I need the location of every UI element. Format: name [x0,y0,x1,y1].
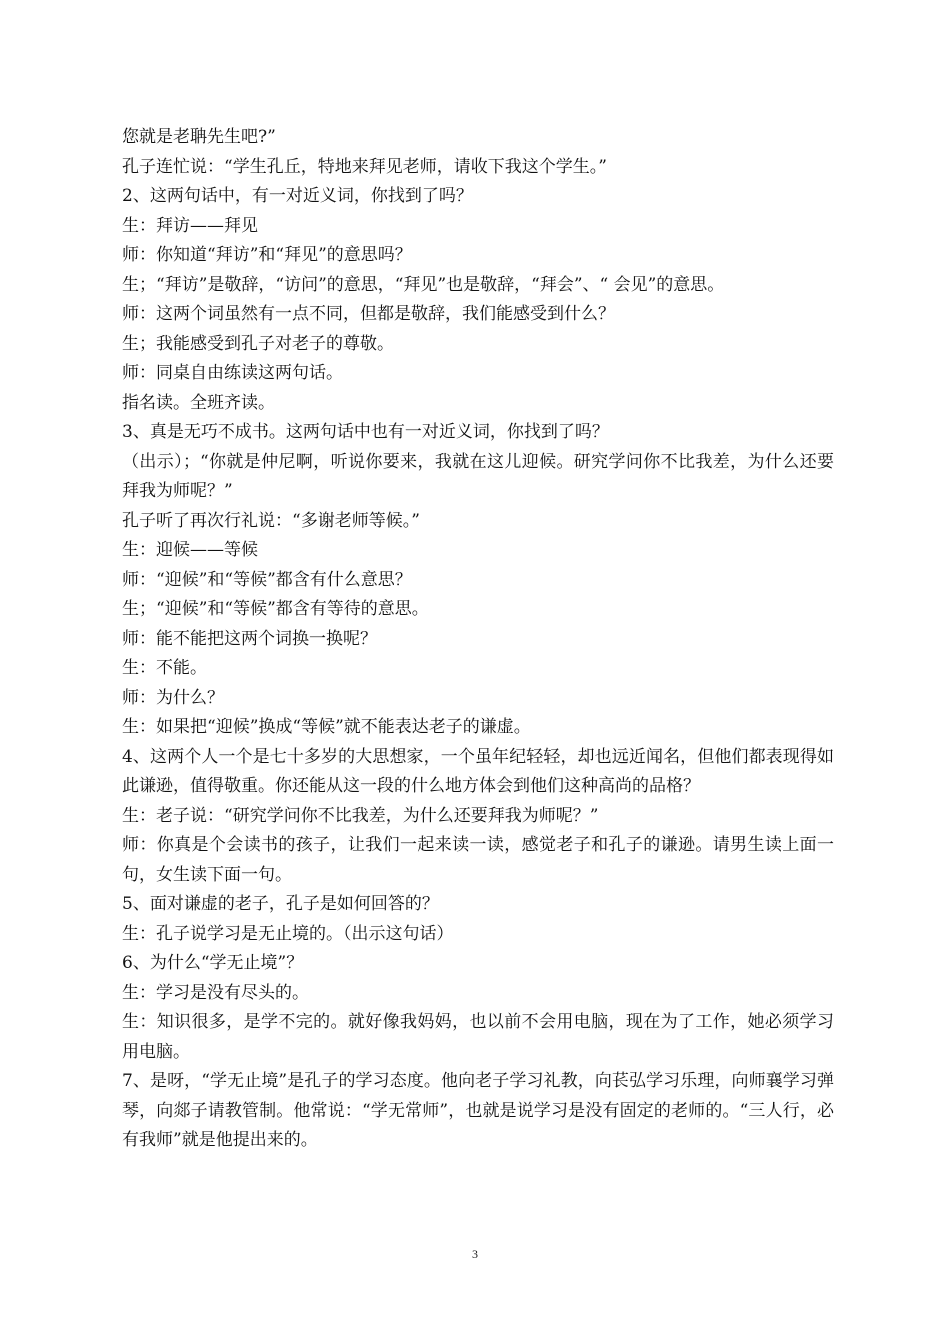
paragraph: 师：同桌自由练读这两句话。 [122,363,343,383]
paragraph: 指名读。全班齐读。 [122,392,275,413]
paragraph: 6、为什么“学无止境”？ [122,953,304,973]
paragraph: 师：你知道“拜访”和“拜见”的意思吗？ [122,245,412,265]
paragraph: 7、是呀，“学无止境”是孔子的学习态度。他向老子学习礼教，向苌弘学习乐理，向师襄学习弹琴，向郯子请教管制。他常说：“学无常师”，也就是说学习是没有固定的老师的。“三人行，必有我师”就是他提出来的。 [122,1071,834,1150]
paragraph: 4、这两个人一个是七十多岁的大思想家，一个虽年纪轻轻，却也远近闻名，但他们都表现得如此谦逊，值得敬重。你还能从这一段的什么地方体会到他们这种高尚的品格？ [122,746,834,796]
paragraph: 生；“拜访”是敬辞，“访问”的意思，“拜见”也是敬辞，“拜会”、“ 会见”的意思。 [122,274,725,295]
paragraph: 孔子听了再次行礼说：“多谢老师等候。” [122,510,420,531]
paragraph: 生：老子说：“研究学问你不比我差，为什么还要拜我为师呢？” [122,805,599,826]
paragraph: 孔子连忙说：“学生孔丘，特地来拜见老师，请收下我这个学生。” [122,156,607,177]
paragraph: 生：学习是没有尽头的。 [122,982,309,1003]
paragraph: 师：能不能把这两个词换一换呢？ [122,628,377,649]
paragraph: 5、面对谦虚的老子，孔子是如何回答的？ [122,894,439,914]
paragraph: 生：迎候——等候 [122,540,258,560]
paragraph: 生：如果把“迎候”换成“等候”就不能表达老子的谦虚。 [122,717,531,737]
paragraph: 生；“迎候”和“等候”都含有等待的意思。 [122,599,429,619]
paragraph: 师：你真是个会读书的孩子，让我们一起来读一读，感觉老子和孔子的谦逊。请男生读上面一句，女生读下面一句。 [122,835,834,885]
paragraph: 3、真是无巧不成书。这两句话中也有一对近义词，你找到了吗？ [122,422,609,442]
paragraph: 师：为什么？ [122,687,224,708]
paragraph: 生：孔子说学习是无止境的。（出示这句话） [122,923,454,944]
paragraph: 生：不能。 [122,658,207,678]
paragraph: 生；我能感受到孔子对老子的尊敬。 [122,333,394,354]
paragraph: 您就是老聃先生吧?” [122,127,276,147]
paragraph: （出示）；“你就是仲尼啊，听说你要来，我就在这儿迎候。研究学问你不比我差，为什么还要拜我为师呢？” [122,451,834,501]
paragraph: 生：知识很多，是学不完的。就好像我妈妈，也以前不会用电脑，现在为了工作，她必须学习用电脑。 [122,1012,834,1062]
paragraph: 师：“迎候”和“等候”都含有什么意思？ [122,569,412,590]
document-body [122,123,834,1156]
paragraph: 生：拜访——拜见 [122,215,258,236]
paragraph: 师：这两个词虽然有一点不同，但都是敬辞，我们能感受到什么？ [122,304,615,324]
paragraph: 2、这两句话中，有一对近义词，你找到了吗？ [122,186,473,206]
page-number: 3 [472,1247,478,1261]
